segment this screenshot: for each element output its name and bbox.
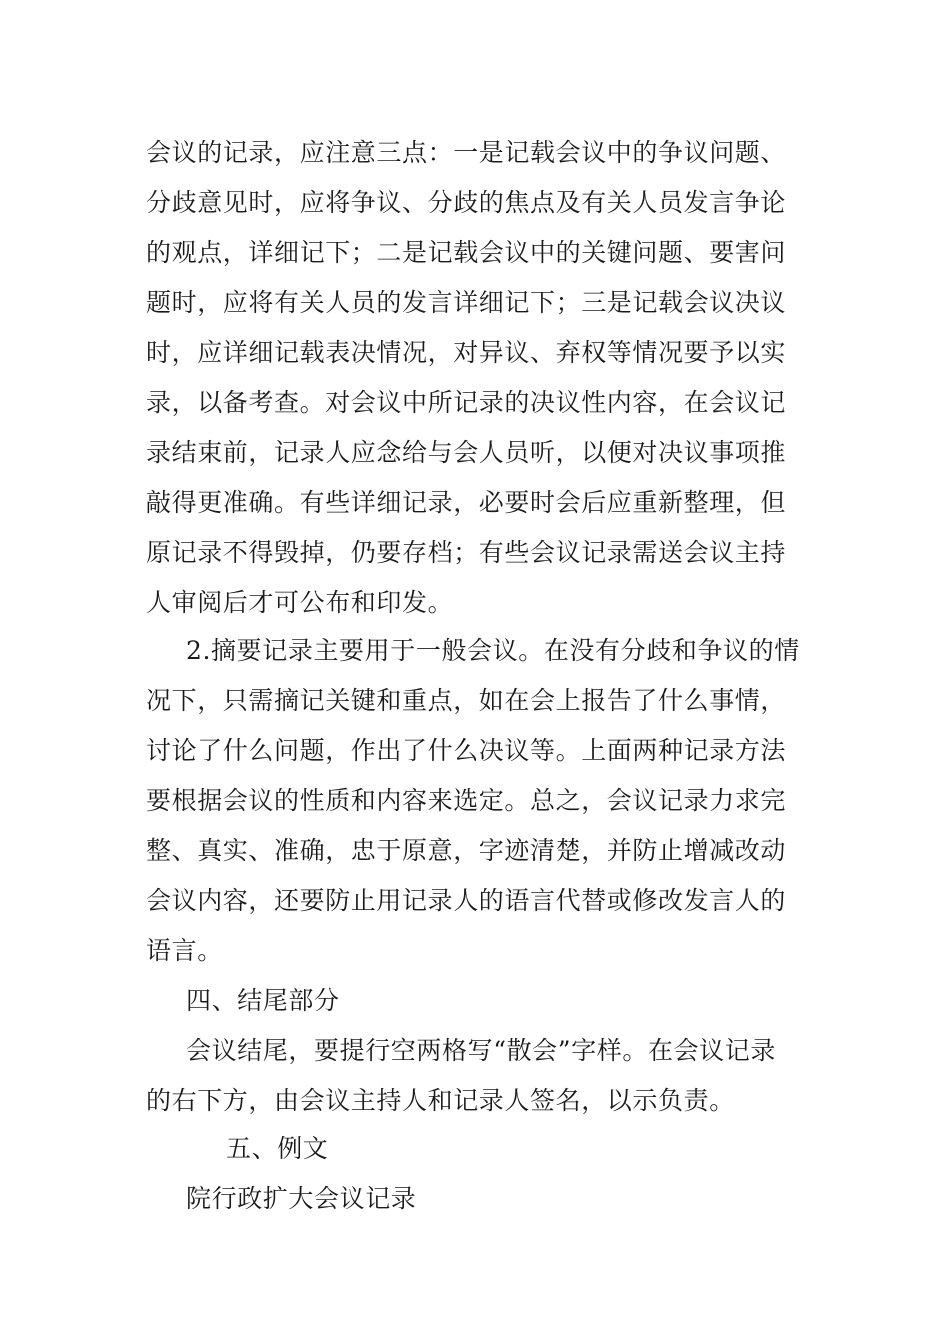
paragraph-3-start: 会议结尾，要提行空两格写“散会”字样。在会议记录 [186, 1036, 776, 1065]
example-title: 院行政扩大会议记录 [186, 1184, 417, 1213]
text-line-7: 录结束前，记录人应念给与会人员听，以便对决议事项推 [146, 438, 787, 467]
text-line-3: 的观点，详细记下；二是记载会议中的关键问题、要害问 [146, 238, 787, 267]
text-line-14: 要根据会议的性质和内容来选定。总之，会议记录力求完 [146, 786, 787, 815]
section-heading-4: 四、结尾部分 [186, 986, 340, 1015]
text-line-6: 录，以备考查。对会议中所记录的决议性内容，在会议记 [146, 388, 787, 417]
text-line-17: 语言。 [146, 936, 223, 965]
text-line-15: 整、真实、准确，忠于原意，字迹清楚，并防止增减改动 [146, 836, 787, 865]
paragraph-2-start: 2.摘要记录主要用于一般会议。在没有分歧和争议的情 [186, 636, 800, 665]
text-line-16: 会议内容，还要防止用记录人的语言代替或修改发言人的 [146, 886, 787, 915]
text-line-2: 分歧意见时，应将争议、分歧的焦点及有关人员发言争论 [146, 188, 787, 217]
text-line-12: 况下，只需摘记关键和重点，如在会上报告了什么事情， [146, 686, 787, 715]
section-heading-5: 五、例文 [226, 1134, 329, 1163]
text-line-9: 原记录不得毁掉，仍要存档；有些会议记录需送会议主持 [146, 538, 787, 567]
text-line-13: 讨论了什么问题，作出了什么决议等。上面两种记录方法 [146, 736, 787, 765]
text-line-4: 题时，应将有关人员的发言详细记下；三是记载会议决议 [146, 288, 787, 317]
text-line-8: 敲得更准确。有些详细记录，必要时会后应重新整理，但 [146, 488, 787, 517]
text-line-20: 的右下方，由会议主持人和记录人签名，以示负责。 [146, 1086, 735, 1115]
text-line-1: 会议的记录，应注意三点：一是记载会议中的争议问题、 [146, 138, 787, 167]
text-line-10: 人审阅后才可公布和印发。 [146, 588, 454, 617]
text-line-5: 时，应详细记载表决情况，对异议、弃权等情况要予以实 [146, 338, 787, 367]
